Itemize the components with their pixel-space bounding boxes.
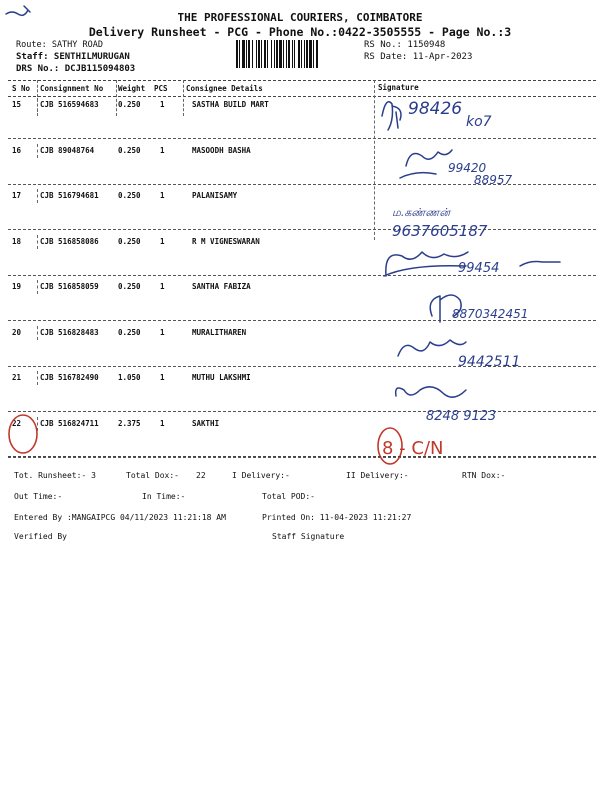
row-consignee: R M VIGNESWARAN [192,237,260,246]
ii-delivery: II Delivery:- [346,471,409,480]
handwriting-15: 98426 [408,99,463,119]
row-consignment-no: CJB 516594683 [40,100,99,109]
drs-number: DRS No.: DCJB115094803 [16,64,136,74]
printed-on: Printed On: 11-04-2023 11:21:27 [262,513,412,522]
row-pcs: 1 [160,146,165,155]
row-pcs: 1 [160,282,165,291]
rs-number: RS No.: 1150948 [364,40,446,50]
col-sep [37,235,38,249]
row-pcs: 1 [160,328,165,337]
row-consignee: MUTHU LAKSHMI [192,373,251,382]
row-consignment-no: CJB 516828483 [40,328,99,337]
row-weight: 0.250 [118,100,141,109]
handwriting-20: 9442511 [458,354,521,370]
header-top-rule [8,80,596,81]
route-text: Route: SATHY ROAD [16,40,103,50]
row-consignee: SANTHA FABIZA [192,282,251,291]
handwriting-19: 8870342451 [452,307,529,321]
col-sep [37,371,38,385]
row-consignment-no: CJB 516794681 [40,191,99,200]
row-sno: 22 [12,419,22,428]
tot-runsheet: Tot. Runsheet:- 3 [14,471,96,480]
col-consignment: Consignment No [40,84,104,93]
row-consignee: PALANISAMY [192,191,238,200]
row-consignment-no: CJB 516824711 [40,419,99,428]
signature-layer [370,86,600,471]
col-sep [37,326,38,340]
col-consignee: Consignee Details [186,84,263,93]
col-weight: Weight [118,84,146,93]
row-pcs: 1 [160,237,165,246]
footer-rule [8,456,596,457]
row-sno: 21 [12,373,22,382]
handwriting-17b: 9637605187 [392,222,488,240]
row-sno: 17 [12,191,22,200]
col-sep [37,144,38,158]
row-pcs: 1 [160,100,165,109]
col-sep [37,98,38,112]
staff-text: Staff: SENTHILMURUGAN [16,52,130,62]
row-weight: 2.375 [118,419,141,428]
handwriting-17: ம.கண்ணன் [392,206,451,219]
i-delivery: I Delivery:- [232,471,290,480]
signature-mark [398,340,466,356]
total-dox-label: Total Dox:- [126,471,179,480]
handwriting-22: 8 - C/N [382,438,444,459]
red-circle-sno-22 [6,412,40,456]
signature-mark [400,150,452,178]
signature-mark [520,262,560,267]
barcode [236,40,356,68]
col-sno: S No [12,84,31,93]
handwriting-16: 99420 [448,161,487,175]
row-weight: 0.250 [118,328,141,337]
handwriting-21: 8248 9123 [426,409,497,424]
row-consignee: MURALITHAREN [192,328,247,337]
row-weight: 0.250 [118,146,141,155]
row-consignee: SAKTHI [192,419,220,428]
row-weight: 0.250 [118,191,141,200]
row-weight: 1.050 [118,373,141,382]
row-sno: 19 [12,282,22,291]
rtn-dox: RTN Dox:- [462,471,506,480]
row-sno: 18 [12,237,22,246]
rs-date: RS Date: 11-Apr-2023 [364,52,473,62]
row-weight: 0.250 [118,237,141,246]
row-pcs: 1 [160,191,165,200]
col-sep [37,189,38,203]
entered-by: Entered By :MANGAIPCG 04/11/2023 11:21:18 AM [14,513,226,522]
row-pcs: 1 [160,373,165,382]
verified-by: Verified By [14,532,67,541]
row-consignee: SASTHA BUILD MART [192,100,269,109]
row-consignment-no: CJB 516782490 [40,373,99,382]
row-consignment-no: CJB 516858059 [40,282,99,291]
row-sno: 15 [12,100,22,109]
handwriting-16b: 88957 [474,173,513,187]
col-sep [37,280,38,294]
in-time: In Time:- [142,492,186,501]
row-weight: 0.250 [118,282,141,291]
row-pcs: 1 [160,419,165,428]
row-consignee: MASOODH BASHA [192,146,251,155]
col-pcs: PCS [154,84,168,93]
row-sno: 20 [12,328,22,337]
runsheet-subtitle: Delivery Runsheet - PCG - Phone No.:0422-3505555 - Page No.:3 [88,25,512,39]
row-sno: 16 [12,146,22,155]
handwriting-18: 99454 [458,261,500,276]
company-title: THE PROFESSIONAL COURIERS, COIMBATORE [177,11,423,24]
row-consignment-no: CJB 516858086 [40,237,99,246]
signature-mark [382,102,401,130]
handwriting-15b: ko7 [466,114,492,130]
col-signature: Signature [378,83,419,92]
row-consignment-no: CJB 89048764 [40,146,95,155]
total-dox-value: 22 [196,471,206,480]
signature-mark [396,387,466,397]
total-pod: Total POD:- [262,492,315,501]
staff-signature: Staff Signature [272,532,345,541]
signature-mark [384,252,468,276]
out-time: Out Time:- [14,492,63,501]
